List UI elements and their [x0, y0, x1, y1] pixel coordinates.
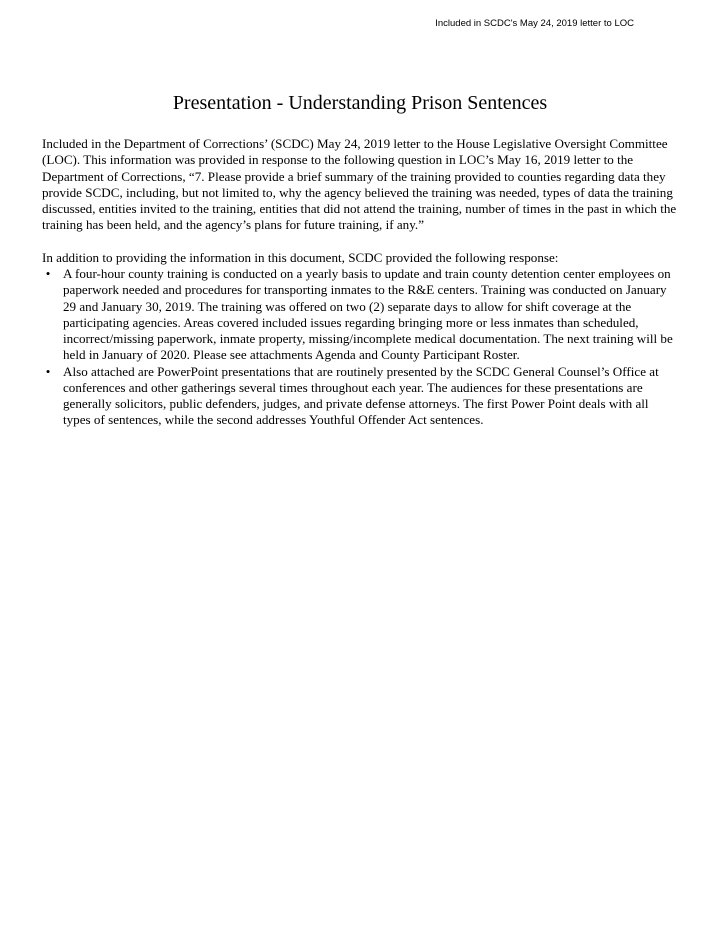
intro-paragraph: Included in the Department of Corrections’ (SCDC) May 24, 2019 letter to the House Legislative Oversight Committee (LOC). This information was provided in response to the following question in LOC’s May 16, 2019 letter to the Department of Corrections, “7. Please provide a brief summary of the training provided to counties regarding data they provide SCDC, including, but not limited to, why the agency believed the training was needed, types of data the training discussed, entities invited to the training, entities that did not attend the training, number of times in the past in which the training has been held, and the agency’s plans for future training, if any.”: [42, 136, 677, 233]
bullet-text: Also attached are PowerPoint presentations that are routinely presented by the SCDC General Counsel’s Office at conferences and other gatherings several times throughout each year. The audiences for these presentations are generally solicitors, public defenders, judges, and private defense attorneys. The first Power Point deals with all types of sentences, while the second addresses Youthful Offender Act sentences.: [63, 363, 659, 428]
response-intro: In addition to providing the information in this document, SCDC provided the following response:: [42, 249, 559, 265]
bullet-icon: •: [45, 266, 51, 281]
response-section: [42, 250, 678, 429]
bullet-item-training: [42, 266, 678, 364]
document-body: [42, 136, 678, 429]
page-title: Presentation - Understanding Prison Sentences: [172, 92, 548, 114]
header-note: Included in SCDC's May 24, 2019 letter to LOC: [435, 18, 634, 29]
bullet-item-presentations: [42, 364, 678, 429]
bullet-icon: •: [45, 363, 51, 379]
bullet-text: A four-hour county training is conducted on a yearly basis to update and train county detention center employees on paperwork needed and procedures for transporting inmates to the R&E centers. Training was conducted on January 29 and January 30, 2019. The training was offered on two (2) separate days to allow for shift coverage at the participating agencies. Areas covered included issues regarding bringing more or less inmates than scheduled, incorrect/missing paperwork, inmate property, missing/incomplete medical documentation. The next training will be held in January of 2020. Please see attachments Agenda and County Participant Roster.: [63, 266, 673, 363]
response-bullet-list: [42, 266, 678, 429]
